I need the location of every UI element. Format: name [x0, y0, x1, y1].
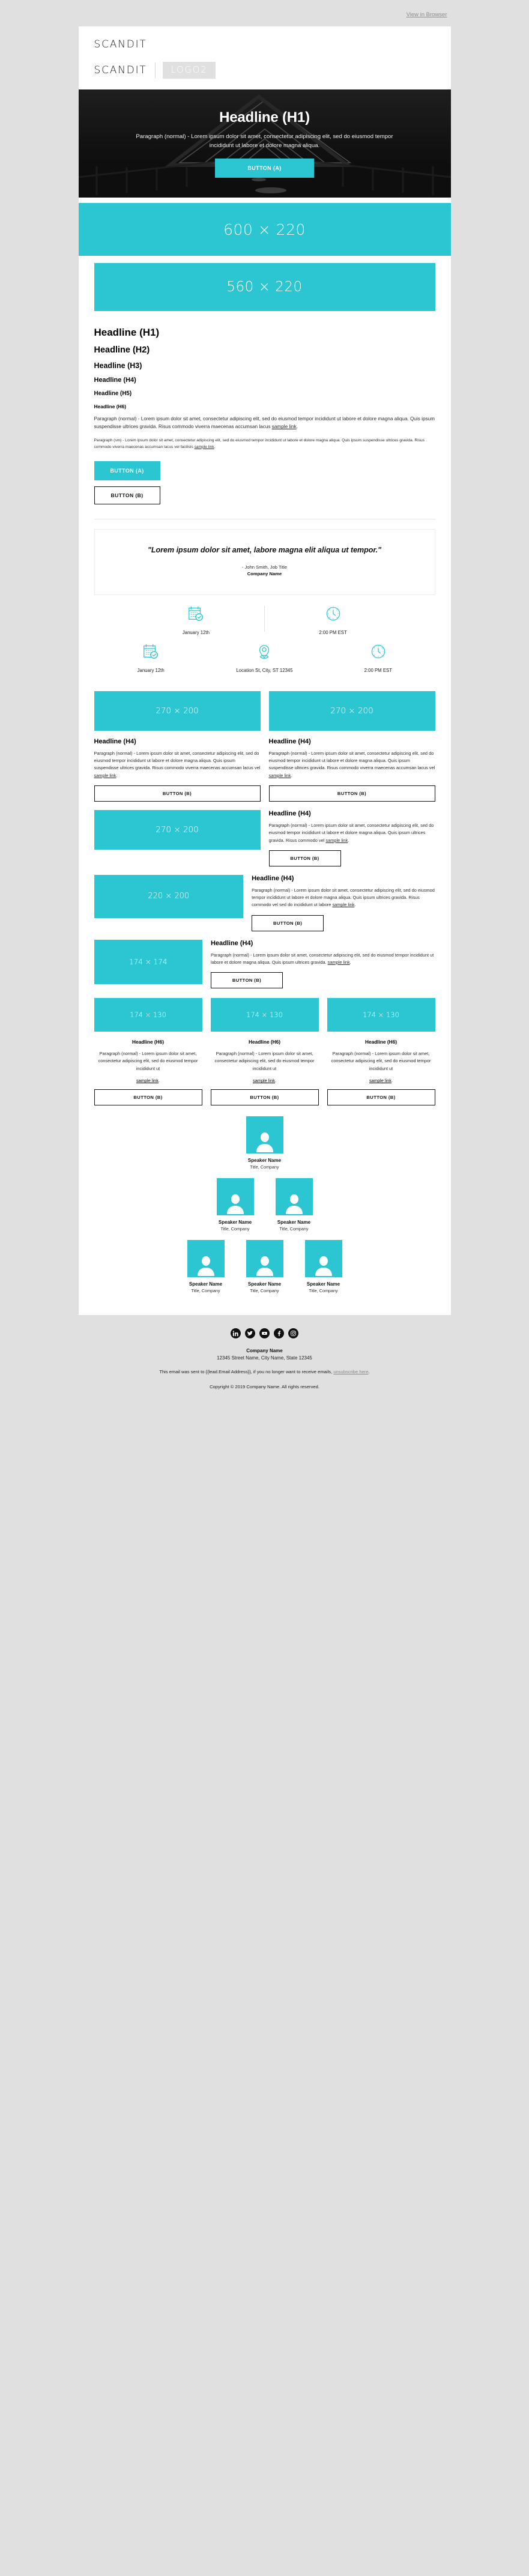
paragraph-normal-text: Paragraph (normal) - Lorem ipsum dolor sit amet, consectetur adipiscing elit, sed do eiusmod tempor incididunt ut labore et dolore magna aliqua. Quis ipsum suspendisse ultrices gravida. Risus commodo viverra maecenas accumsan lacus — [94, 416, 435, 430]
placeholder-image-560x220: 560 × 220 — [94, 263, 435, 311]
split-button[interactable]: BUTTON (B) — [211, 972, 283, 988]
youtube-icon[interactable] — [259, 1328, 270, 1338]
speaker-name: Speaker Name — [247, 1281, 282, 1287]
logo-divider — [155, 62, 156, 78]
unsubscribe-link[interactable]: unsubscribe here — [333, 1369, 369, 1375]
event-location-column — [208, 642, 321, 673]
split-button[interactable]: BUTTON (B) — [269, 850, 341, 866]
card-body — [94, 750, 261, 779]
card-heading: Headline (H4) — [94, 737, 136, 745]
speaker-card — [276, 1178, 313, 1232]
button-showcase — [94, 458, 435, 506]
split-heading: Headline (H4) — [252, 874, 294, 882]
card-link-period: . — [158, 1078, 160, 1084]
quote-company: Company Name — [247, 570, 282, 576]
event-time-label: 2:00 PM EST — [364, 667, 392, 673]
split-body-period: . — [348, 837, 349, 843]
person-icon — [253, 1253, 277, 1277]
avatar — [305, 1240, 342, 1277]
quote-text: "Lorem ipsum dolor sit amet, labore magna elit aliqua ut tempor." — [147, 545, 381, 554]
brand-logo: SCANDIT — [94, 38, 147, 50]
card-button[interactable]: BUTTON (B) — [269, 785, 435, 802]
hero-paragraph: Paragraph (normal) - Lorem ipsum dolor sit amet, consectetur adipiscing elit, sed do eiusmod tempor incididunt ut labore et dolore magna aliqua. — [136, 133, 393, 149]
card-body-text: Paragraph (normal) - Lorem ipsum dolor sit amet, consectetur adipiscing elit, sed do eiusmod tempor incididunt ut labore et dolore magna aliqua. Quis ipsum suspendisse ultrices gravida. Risus commodo viverra maecenas accumsan lacus vel — [94, 750, 261, 771]
heading-h5: Headline (H5) — [94, 390, 132, 397]
card-heading: Headline (H6) — [131, 1039, 165, 1045]
card-body-period: . — [116, 772, 118, 778]
speaker-name: Speaker Name — [218, 1220, 252, 1226]
speaker-name: Speaker Name — [277, 1220, 311, 1226]
event-details-two-column — [79, 595, 451, 635]
button-b[interactable]: BUTTON (B) — [94, 486, 160, 504]
footer-company-name: Company Name — [246, 1348, 283, 1354]
person-icon — [312, 1253, 336, 1277]
split-image-placeholder: 270 × 200 — [94, 810, 261, 850]
split-button[interactable]: BUTTON (B) — [252, 915, 324, 931]
speaker-name: Speaker Name — [306, 1281, 340, 1287]
split-heading: Headline (H4) — [268, 809, 311, 817]
clock-icon — [324, 605, 342, 623]
sample-link[interactable]: sample link — [327, 959, 350, 965]
heading-h3: Headline (H3) — [94, 361, 142, 370]
footer-note-period: . — [368, 1369, 370, 1375]
typography-section — [79, 311, 451, 509]
card-button[interactable]: BUTTON (B) — [327, 1089, 435, 1105]
person-icon — [194, 1253, 218, 1277]
split-body — [211, 952, 435, 967]
speaker-name: Speaker Name — [189, 1281, 223, 1287]
view-in-browser-link[interactable]: View in Browser — [406, 11, 447, 18]
heading-h2: Headline (H2) — [94, 345, 150, 355]
split-body-text: Paragraph (normal) - Lorem ipsum dolor sit amet, consectetur adipiscing elit, sed do eiusmod tempor incididunt ut labore et dolore magna aliqua. Quis ipsum ultrices gravida. — [210, 952, 434, 965]
speaker-row — [94, 1240, 435, 1293]
hero-banner — [79, 89, 451, 198]
speaker-title: Title, Company — [250, 1288, 279, 1294]
event-date-column — [94, 642, 208, 673]
sample-link[interactable]: sample link — [94, 772, 116, 778]
calendar-check-icon — [142, 642, 160, 661]
sample-link[interactable]: sample link — [332, 902, 355, 908]
card-link-wrap — [211, 1078, 319, 1083]
email-footer — [79, 1315, 451, 1407]
sample-link[interactable]: sample link — [271, 424, 297, 430]
sample-link[interactable]: sample link — [136, 1078, 159, 1084]
speaker-title: Title, Company — [220, 1226, 250, 1232]
split-row-174 — [79, 931, 451, 989]
split-body-text: Paragraph (normal) - Lorem ipsum dolor sit amet, consectetur adipiscing elit, sed do eiusmod tempor incididunt ut labore et dolore magna aliqua. Quis ipsum ultrices gravida. Risus commodo vel — [268, 822, 434, 843]
clock-icon — [369, 642, 387, 661]
card-body: Paragraph (normal) - Lorem ipsum dolor sit amet, consectetur adipiscing elit, sed do eiusmod tempor incididunt ut — [98, 1051, 198, 1071]
paragraph-normal — [94, 415, 435, 431]
event-date-label: January 12th — [182, 629, 210, 635]
footer-note-text: This email was sent to {{lead.Email Address}}, if you no longer want to receive emails, — [159, 1369, 334, 1375]
avatar — [187, 1240, 225, 1277]
logo2-placeholder: LOGO2 — [163, 62, 216, 79]
card-button[interactable]: BUTTON (B) — [94, 785, 261, 802]
email-body — [79, 26, 451, 1315]
event-time-label: 2:00 PM EST — [319, 629, 347, 635]
card — [94, 691, 261, 802]
card — [269, 691, 435, 802]
footer-unsubscribe-note — [103, 1368, 427, 1376]
card-body-period: . — [291, 772, 292, 778]
map-pin-icon — [255, 642, 273, 661]
footer-address: 12345 Street Name, City Name, State 12345 — [217, 1355, 312, 1361]
card — [327, 998, 435, 1105]
quote-card — [94, 529, 435, 595]
event-date-label: January 12th — [137, 667, 165, 673]
avatar — [217, 1178, 254, 1215]
split-body — [269, 822, 435, 844]
sample-link[interactable]: sample link — [194, 444, 214, 449]
speaker-row — [94, 1116, 435, 1170]
person-icon — [253, 1129, 277, 1153]
speaker-name: Speaker Name — [247, 1158, 282, 1164]
speaker-title: Title, Company — [309, 1288, 338, 1294]
card-link-wrap — [94, 1078, 202, 1083]
card-link-period: . — [391, 1078, 393, 1084]
split-row-220 — [79, 866, 451, 931]
instagram-icon[interactable] — [288, 1328, 298, 1338]
footer-copyright: Copyright © 2019 Company Name. All rights reserved. — [210, 1384, 319, 1390]
card-body: Paragraph (normal) - Lorem ipsum dolor sit amet, consectetur adipiscing elit, sed do eiusmod tempor incididunt ut — [214, 1051, 315, 1071]
hero-headline: Headline (H1) — [219, 109, 310, 126]
person-icon — [282, 1191, 306, 1215]
card-link-period: . — [274, 1078, 277, 1084]
heading-h4: Headline (H4) — [94, 376, 136, 384]
speaker-card — [217, 1178, 254, 1232]
avatar — [246, 1116, 283, 1153]
event-time-column — [321, 642, 435, 673]
logo-header — [79, 26, 451, 89]
split-body-period: . — [354, 902, 356, 908]
linkedin-icon[interactable] — [231, 1328, 241, 1338]
speaker-card — [187, 1240, 225, 1293]
two-column-card-row — [79, 683, 451, 802]
sample-link[interactable]: sample link — [369, 1078, 391, 1084]
event-location-label: Location St, City, ST 12345 — [236, 667, 293, 673]
speaker-title: Title, Company — [279, 1226, 309, 1232]
paragraph-small-text: Paragraph (sm) - Lorem ipsum dolor sit amet, consectetur adipiscing elit, sed do eiusmod tempor incididunt ut labore et dolore magna aliqua. Quis ipsum suspendisse ultrices gravida. Risus commodo viverra maecenas accumsan lacus vel facilisis — [94, 438, 425, 449]
paragraph-normal-period: . — [296, 424, 298, 430]
facebook-icon[interactable] — [274, 1328, 284, 1338]
logo-lockup-row — [94, 63, 435, 77]
speaker-title: Title, Company — [250, 1164, 279, 1170]
speaker-card — [305, 1240, 342, 1293]
card-button[interactable]: BUTTON (B) — [211, 1089, 319, 1105]
card-body: Paragraph (normal) - Lorem ipsum dolor sit amet, consectetur adipiscing elit, sed do eiusmod tempor incididunt ut — [331, 1051, 431, 1071]
split-body-period: . — [349, 959, 351, 965]
card-body-text: Paragraph (normal) - Lorem ipsum dolor sit amet, consectetur adipiscing elit, sed do eiusmod tempor incididunt ut labore et dolore magna aliqua. Quis ipsum suspendisse ultrices gravida. Risus commodo viverra maecenas accumsan lacus vel — [268, 750, 435, 771]
card-image-placeholder: 270 × 200 — [94, 691, 261, 731]
split-image-placeholder: 220 × 200 — [94, 875, 244, 918]
card-image-placeholder: 270 × 200 — [269, 691, 435, 731]
twitter-icon[interactable] — [245, 1328, 255, 1338]
three-column-card-row — [79, 988, 451, 1105]
split-body-text: Paragraph (normal) - Lorem ipsum dolor sit amet, consectetur adipiscing elit, sed do eiusmod tempor incididunt ut labore et dolore magna aliqua. Quis ipsum ultrices gravida. Risus commodo vel sed do incididunt ut labore — [252, 887, 435, 908]
quote-author: - John Smith, Job Title — [241, 564, 288, 570]
card-image-placeholder: 174 × 130 — [94, 998, 202, 1032]
split-row-270 — [79, 802, 451, 866]
speaker-title: Title, Company — [191, 1288, 220, 1294]
card-heading: Headline (H4) — [268, 737, 311, 745]
placeholder-600-wrapper — [79, 198, 451, 256]
card-body — [269, 750, 435, 779]
event-time-column — [265, 605, 401, 635]
event-date-column — [128, 605, 264, 635]
speaker-card — [246, 1240, 283, 1293]
brand-logo-secondary: SCANDIT — [94, 64, 147, 76]
sample-link[interactable]: sample link — [268, 772, 291, 778]
event-details-three-column — [79, 635, 451, 683]
button-a[interactable]: BUTTON (A) — [94, 461, 160, 480]
hero-cta-button[interactable]: BUTTON (A) — [215, 159, 313, 178]
heading-h1: Headline (H1) — [94, 327, 160, 338]
sample-link[interactable]: sample link — [252, 1078, 275, 1084]
sample-link[interactable]: sample link — [325, 837, 348, 843]
paragraph-small — [94, 437, 435, 450]
card-heading: Headline (H6) — [248, 1039, 281, 1045]
avatar — [276, 1178, 313, 1215]
card-link-wrap — [327, 1078, 435, 1083]
speakers-section — [79, 1105, 451, 1315]
placeholder-image-600x220: 600 × 220 — [79, 203, 451, 256]
card-heading: Headline (H6) — [364, 1039, 398, 1045]
speaker-card — [246, 1116, 283, 1170]
preheader — [79, 0, 451, 26]
split-heading: Headline (H4) — [210, 939, 253, 947]
paragraph-small-period: . — [214, 444, 216, 449]
split-body — [252, 887, 435, 909]
card-image-placeholder: 174 × 130 — [327, 998, 435, 1032]
avatar — [246, 1240, 283, 1277]
card — [211, 998, 319, 1105]
person-icon — [223, 1191, 247, 1215]
heading-h6: Headline (H6) — [94, 404, 127, 410]
social-links — [103, 1328, 427, 1338]
card-image-placeholder: 174 × 130 — [211, 998, 319, 1032]
split-image-placeholder: 174 × 174 — [94, 940, 202, 984]
speaker-row — [94, 1178, 435, 1232]
card-button[interactable]: BUTTON (B) — [94, 1089, 202, 1105]
calendar-check-icon — [187, 605, 205, 623]
card — [94, 998, 202, 1105]
